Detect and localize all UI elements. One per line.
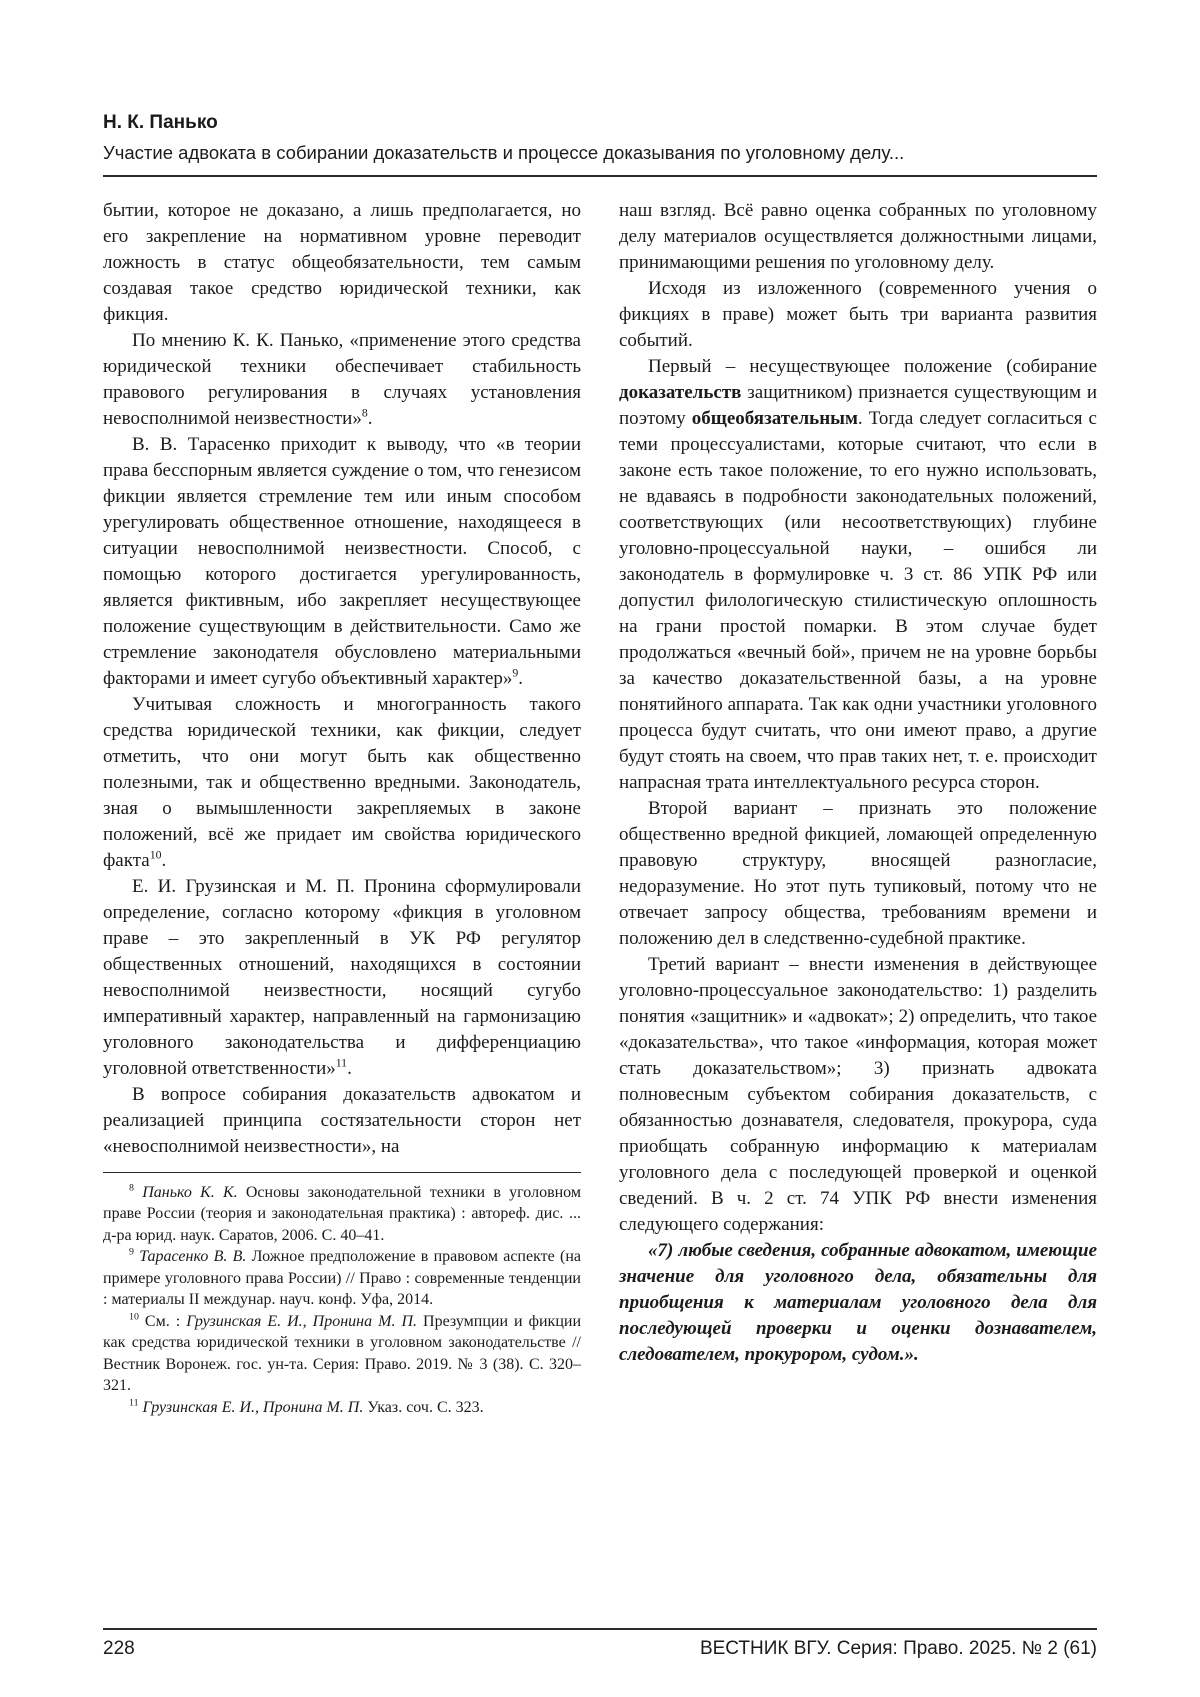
body-paragraph: Второй вариант – признать это положение общественно вредной фикцией, ломающей определенную правовую структуру, вносящей разногласие, недоразумение. Но этот путь тупиковый, потому что не отвечает запросу общества, требованиям времени и положению дел в следственно-судебной практике. <box>619 797 1097 949</box>
left-column <box>103 198 581 1419</box>
quoted-amendment-paragraph: «7) любые сведения, собранные адвокатом, имеющие значение для уголовного дела, обязательны для приобщения к материалам уголовного дела для последующей проверки и оценки дознавателем, следователем, прокурором, судом.». <box>619 1239 1097 1365</box>
body-paragraph: бытии, которое не доказано, а лишь предполагается, но его закрепление на нормативном уровне переводит ложность в статус общеобязательности, тем самым создавая такое средство юридической техники, как фикция. <box>103 199 581 325</box>
body-paragraph: Третий вариант – внести изменения в действующее уголовно-процессуальное законодательство: 1) разделить понятия «защитник» и «адвокат»; 2) определить, что такое «доказательства», что такое «информация, которая может стать доказательством»; 3) признать адвоката полновесным субъектом собирания доказательств, с обязанностью дознавателя, следователя, прокурора, суда приобщать собранную информацию к материалам уголовного дела с последующей проверкой и оценкой сведений. В ч. 2 ст. 74 УПК РФ внести изменения следующего содержания: <box>619 953 1097 1235</box>
footer-divider <box>103 1628 1097 1630</box>
header-divider <box>103 175 1097 177</box>
footnote-item: $^9$ Тарасенко В. В. Ложное предположение в правовом аспекте (на примере уголовного права России) // Право : современные тенденции : материалы II междунар. науч. конф. Уфа, 2014. <box>103 1246 581 1309</box>
article-body <box>103 198 1097 1419</box>
body-paragraph: Учитывая сложность и многогранность такого средства юридической техники, как фикции, следует отметить, что они могут быть как общественно полезными, так и общественно вредными. Законодатель, зная о вымышленности закрепляемых в законе положений, всё же придает им свойства юридического факта$^{10}$. <box>103 693 581 871</box>
body-paragraph: Исходя из изложенного (современного учения о фикциях в праве) может быть три варианта развития событий. <box>619 277 1097 351</box>
body-paragraph: В вопросе собирания доказательств адвокатом и реализацией принципа состязательности сторон нет «невосполнимой неизвестности», на <box>103 1083 581 1157</box>
footnotes <box>103 1182 581 1419</box>
page-footer <box>103 1628 1097 1660</box>
footnote-divider <box>103 1172 581 1173</box>
running-head-author: Н. К. Панько <box>103 112 218 133</box>
body-paragraph: Е. И. Грузинская и М. П. Пронина сформулировали определение, согласно которому «фикция в уголовном праве – это закрепленный в УК РФ регулятор общественных отношений, находящихся в состоянии невосполнимой неизвестности, носящий сугубо императивный характер, направленный на гармонизацию уголовного законодательства и дифференциацию уголовной ответственности»$^{11}$. <box>103 875 581 1079</box>
body-paragraph: В. В. Тарасенко приходит к выводу, что «в теории права бесспорным является суждение о том, что генезисом фикции является стремление тем или иным способом урегулировать общественное отношение, находящееся в ситуации невосполнимой неизвестности. Способ, с помощью которого достигается урегулированность, является фиктивным, ибо закрепляет несуществующее положение существующим в действительности. Само же стремление законодателя обусловлено материальными факторами и имеет сугубо объективный характер»$^9$. <box>103 433 581 689</box>
running-head-title: Участие адвоката в собирании доказательств и процессе доказывания по уголовному делу... <box>103 141 905 163</box>
body-paragraph: По мнению К. К. Панько, «применение этого средства юридической техники обеспечивает стабильность правового регулирования в случаях установления невосполнимой неизвестности»$^8$. <box>103 329 581 429</box>
running-head <box>103 112 1097 177</box>
journal-reference: ВЕСТНИК ВГУ. Серия: Право. 2025. № 2 (61) <box>699 1637 1097 1659</box>
right-column <box>619 198 1097 1419</box>
body-paragraph: Первый – несуществующее положение (собирание доказательств защитником) признается существующим и поэтому общеобязательным. Тогда следует согласиться с теми процессуалистами, которые считают, что если в законе есть такое положение, то его нужно использовать, не вдаваясь в подробности законодательных положений, соответствующих (или несоответствующих) глубине уголовно-процессуальной науки, – ошибся ли законодатель в формулировке ч. 3 ст. 86 УПК РФ или допустил филологическую стилистическую оплошность на грани простой помарки. В этом случае будет продолжаться «вечный бой», причем не на уровне борьбы за качество доказательственной базы, а на уровне понятийного аппарата. Так как одни участники уголовного процесса будут считать, что они имеют право, а другие будут стоять на своем, что прав таких нет, т. е. происходит напрасная трата интеллектуального ресурса сторон. <box>619 355 1097 793</box>
footnote-item: $^{11}$ Грузинская Е. И., Пронина М. П. Указ. соч. С. 323. <box>129 1397 484 1416</box>
page-number: 228 <box>103 1637 135 1659</box>
footnote-item: $^8$ Панько К. К. Основы законодательной техники в уголовном праве России (теория и законодательная практика) : автореф. дис. ... д-ра юрид. наук. Саратов, 2006. С. 40–41. <box>103 1182 582 1244</box>
footnote-item: $^{10}$ См. : Грузинская Е. И., Пронина М. П. Презумпции и фикции как средства юридической техники в уголовном законодательстве // Вестник Воронеж. гос. ун-та. Серия: Право. 2019. № 3 (38). С. 320–321. <box>103 1311 582 1395</box>
body-paragraph: наш взгляд. Всё равно оценка собранных по уголовному делу материалов осуществляется должностными лицами, принимающими решения по уголовному делу. <box>619 199 1097 273</box>
